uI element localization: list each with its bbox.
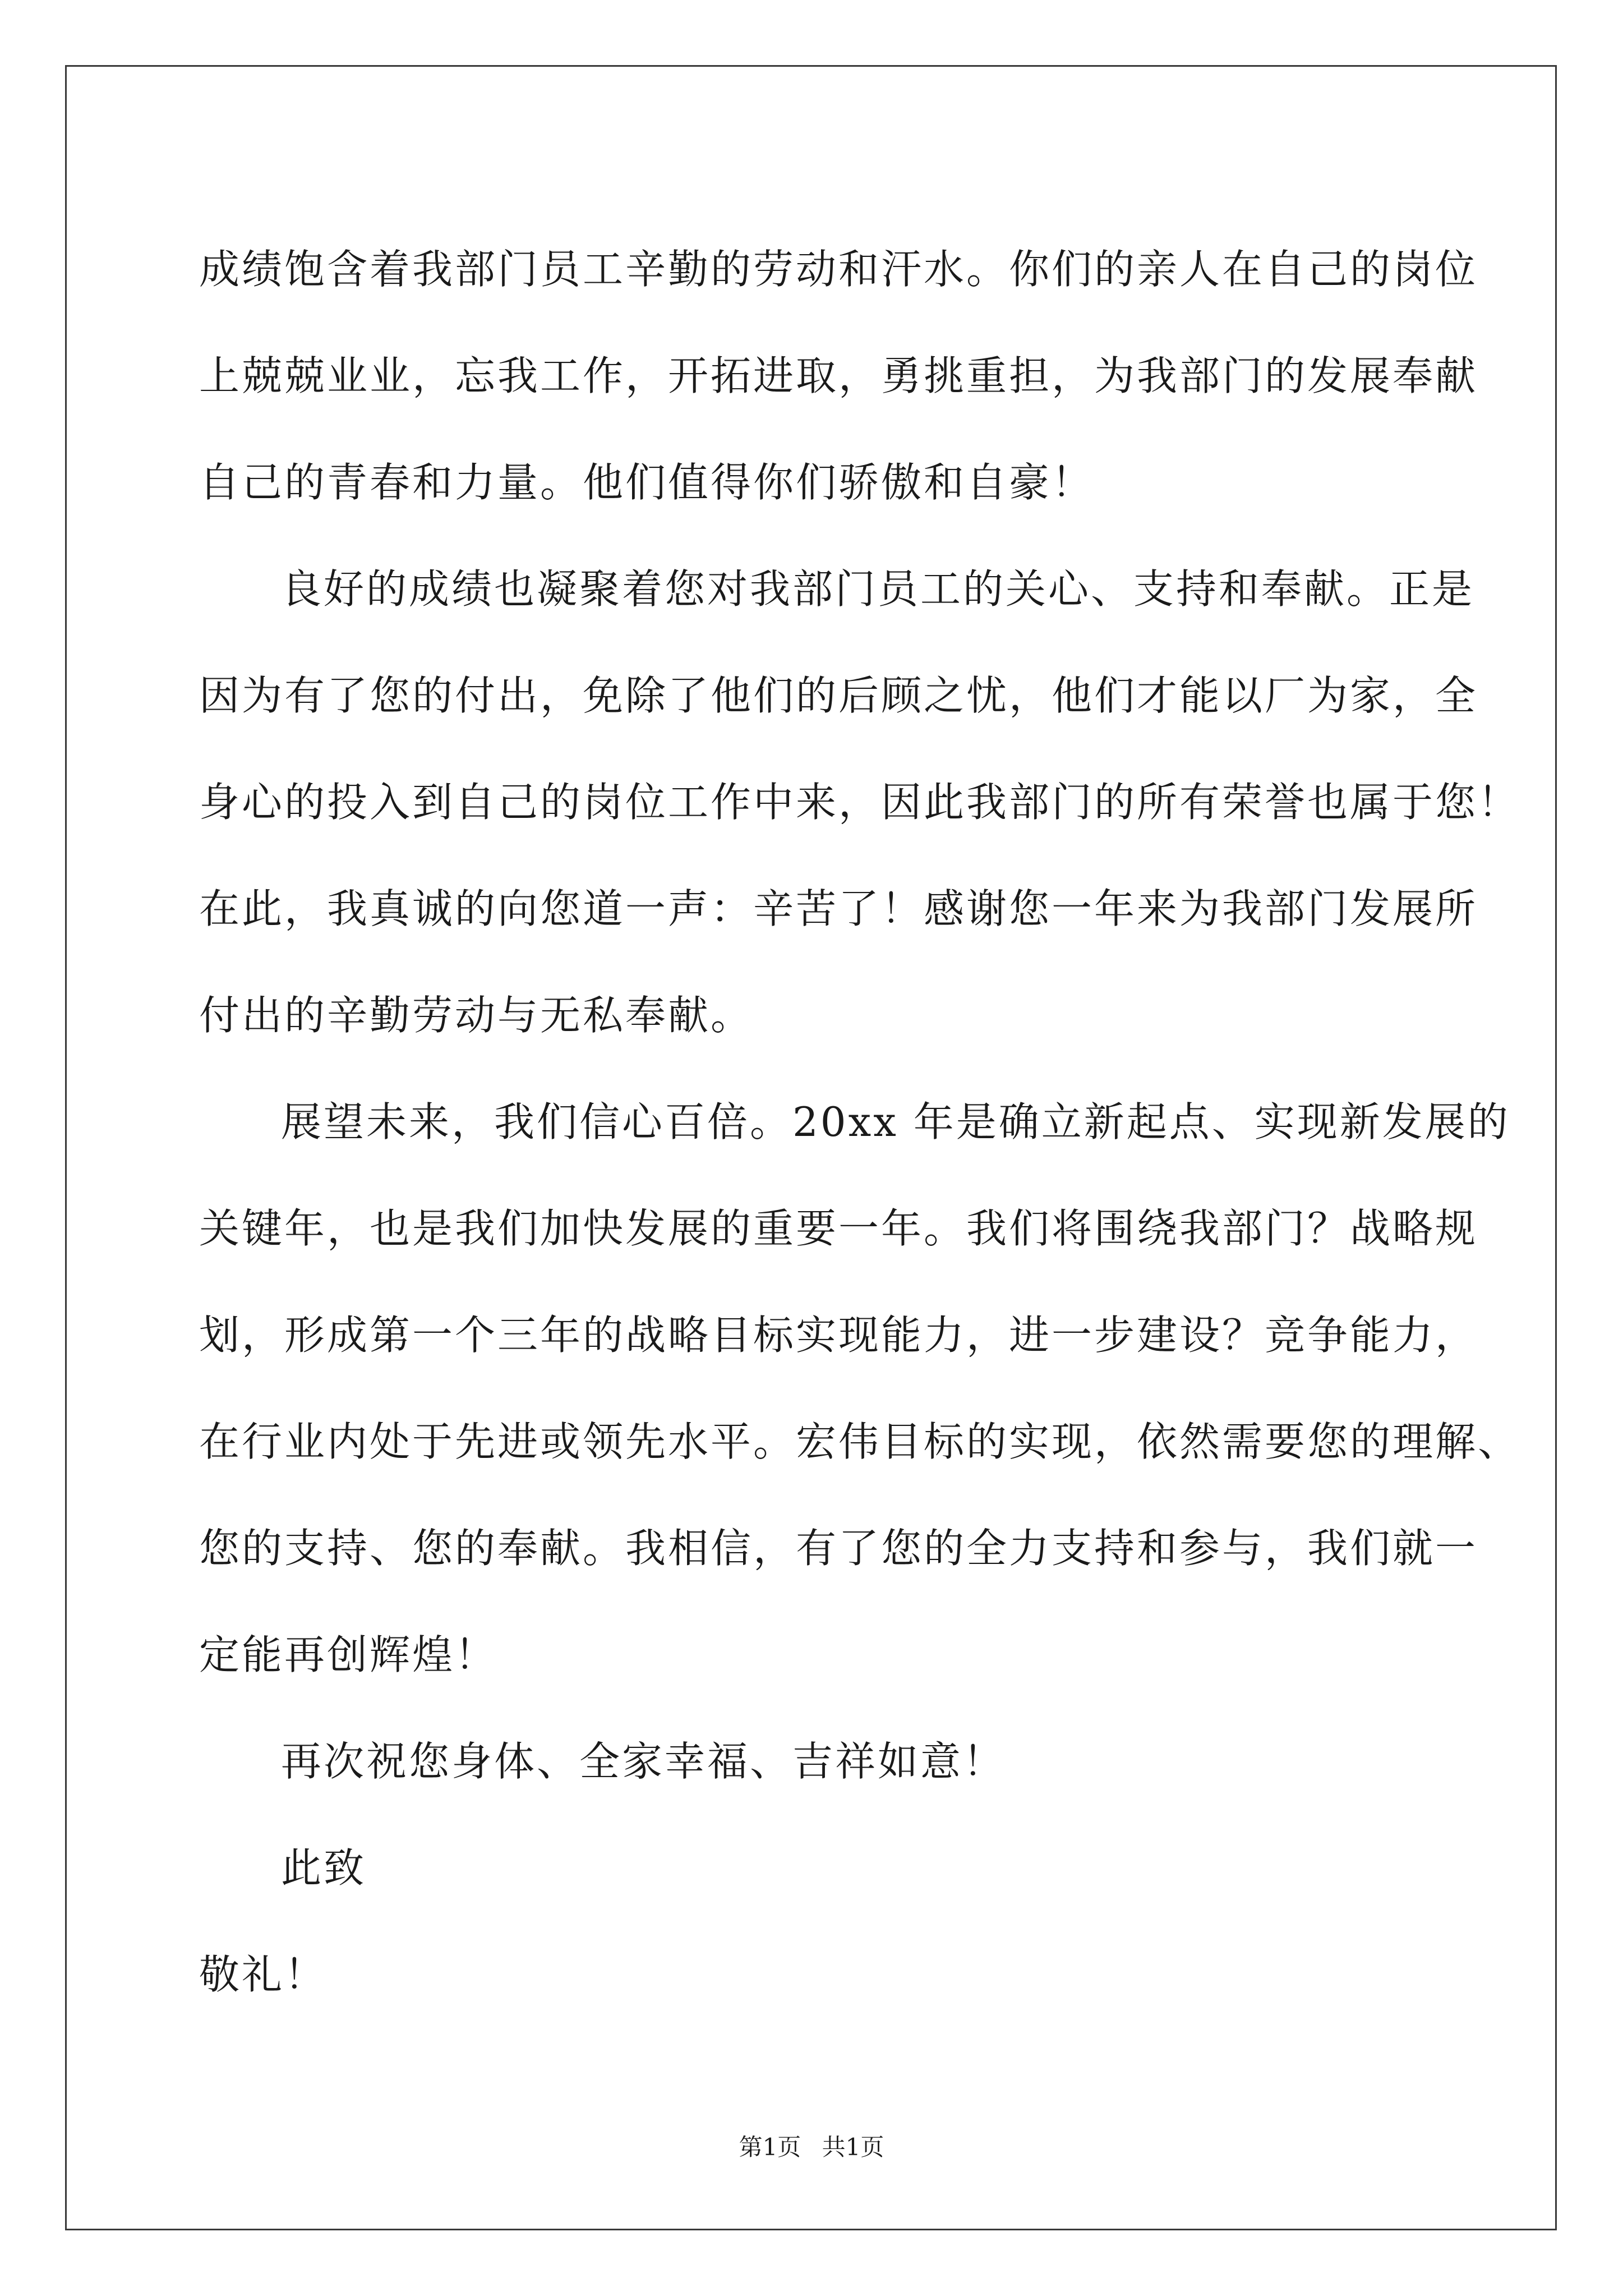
text-line: 良好的成绩也凝聚着您对我部门员工的关心、支持和奉献。正是: [281, 565, 1475, 613]
letter-body: [199, 216, 1521, 2028]
text-line: 成绩饱含着我部门员工辛勤的劳动和汗水。你们的亲人在自己的岗位: [199, 246, 1478, 293]
text-line: 敬礼！: [199, 1951, 328, 1998]
text-line: 再次祝您身体、全家幸福、吉祥如意！: [281, 1738, 1006, 1785]
text-line: 关键年，也是我们加快发展的重要一年。我们将围绕我部门？战略规: [199, 1205, 1478, 1252]
text-line: 因为有了您的付出，免除了他们的后顾之忧，他们才能以厂为家，全: [199, 672, 1478, 719]
page-footer: [0, 2129, 1623, 2162]
text-line: 自己的青春和力量。他们值得你们骄傲和自豪！: [199, 459, 1095, 506]
page-number: 第1页: [739, 2133, 801, 2161]
text-line: 在行业内处于先进或领先水平。宏伟目标的实现，依然需要您的理解、: [199, 1418, 1521, 1465]
text-line: 此致: [281, 1844, 367, 1892]
text-line: 划，形成第一个三年的战略目标实现能力，进一步建设？竞争能力，: [199, 1312, 1478, 1359]
text-line: 展望未来，我们信心百倍。20xx 年是确立新起点、实现新发展的: [281, 1098, 1510, 1145]
text-line: 身心的投入到自己的岗位工作中来，因此我部门的所有荣誉也属于您！: [199, 779, 1521, 826]
text-line: 上兢兢业业，忘我工作，开拓进取，勇挑重担，为我部门的发展奉献: [199, 352, 1478, 399]
text-line: 付出的辛勤劳动与无私奉献。: [199, 992, 754, 1039]
page-total: 共1页: [822, 2133, 884, 2161]
text-line: 定能再创辉煌！: [199, 1631, 498, 1678]
text-line: 在此，我真诚的向您道一声：辛苦了！感谢您一年来为我部门发展所: [199, 885, 1478, 932]
text-line: 您的支持、您的奉献。我相信，有了您的全力支持和参与，我们就一: [199, 1525, 1478, 1572]
